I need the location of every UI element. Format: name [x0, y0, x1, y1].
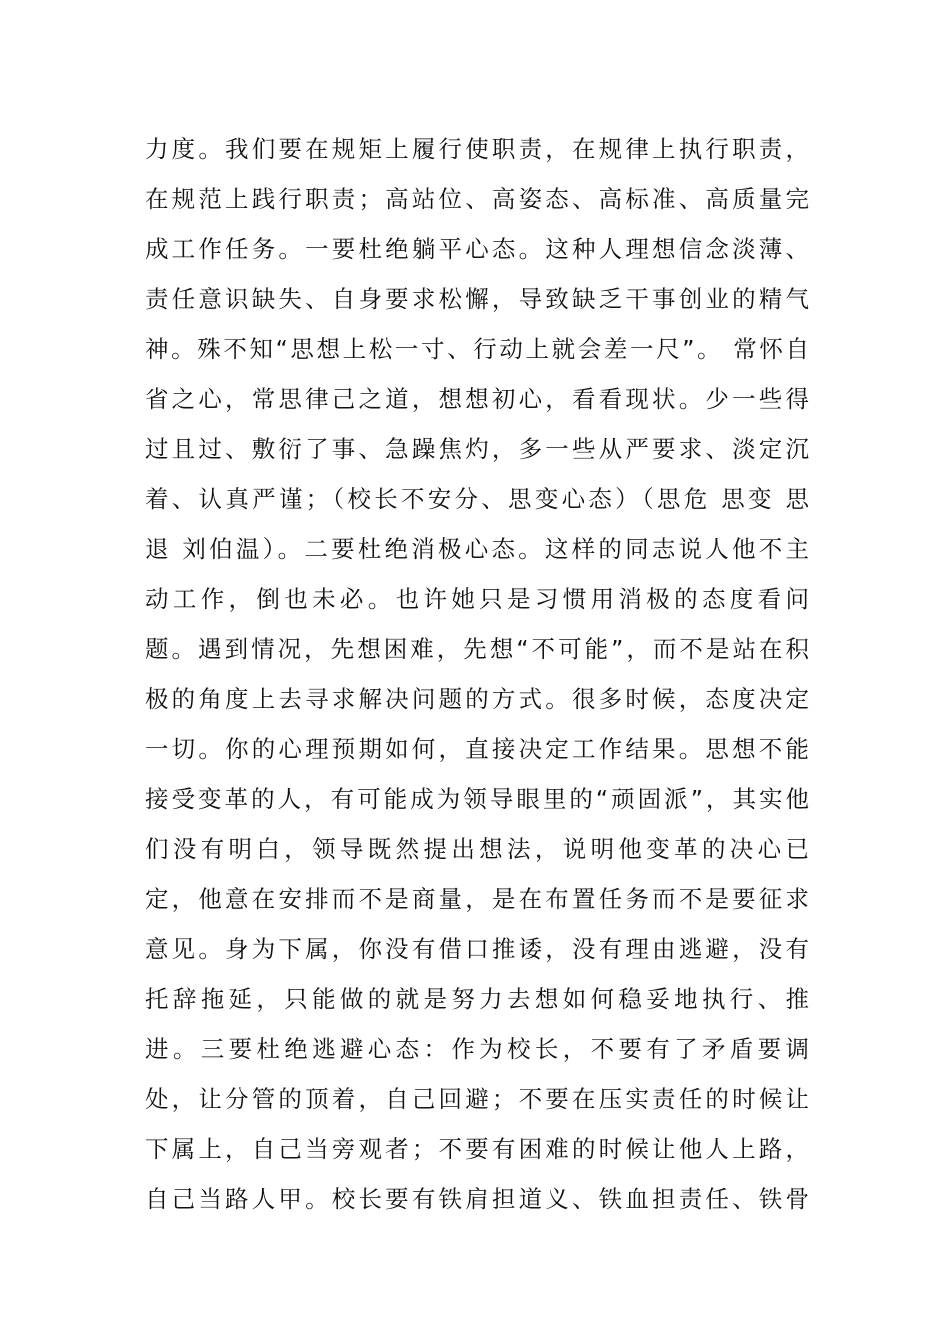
text-line: 接受变革的人，有可能成为领导眼里的“顽固派”，其实他 — [145, 785, 809, 813]
text-line: 动工作，倒也未必。也许她只是习惯用消极的态度看问 — [145, 585, 809, 613]
text-line: 托辞拖延，只能做的就是努力去想如何稳妥地执行、推 — [145, 985, 809, 1013]
text-line: 在规范上践行职责；高站位、高姿态、高标准、高质量完 — [145, 185, 809, 213]
text-line: 力度。我们要在规矩上履行使职责，在规律上执行职责， — [145, 135, 809, 163]
body-text — [145, 124, 809, 1224]
text-line: 省之心，常思律己之道，想想初心，看看现状。少一些得 — [145, 385, 809, 413]
text-line: 进。三要杜绝逃避心态：作为校长，不要有了矛盾要调 — [145, 1035, 809, 1063]
text-line: 极的角度上去寻求解决问题的方式。很多时候，态度决定 — [145, 685, 809, 713]
text-line: 成工作任务。一要杜绝躺平心态。这种人理想信念淡薄、 — [145, 235, 809, 263]
text-line: 神。殊不知“思想上松一寸、行动上就会差一尺”。 常怀自 — [145, 335, 809, 363]
text-line: 一切。你的心理预期如何，直接决定工作结果。思想不能 — [145, 735, 809, 763]
text-line: 下属上，自己当旁观者；不要有困难的时候让他人上路， — [145, 1135, 809, 1163]
text-line: 退 刘伯温）。二要杜绝消极心态。这样的同志说人他不主 — [145, 535, 809, 563]
text-line: 意见。身为下属，你没有借口推诿，没有理由逃避，没有 — [145, 935, 809, 963]
text-line: 责任意识缺失、自身要求松懈，导致缺乏干事创业的精气 — [145, 285, 809, 313]
text-line: 着、认真严谨；（校长不安分、思变心态）（思危 思变 思 — [145, 485, 809, 513]
text-line: 过且过、敷衍了事、急躁焦灼，多一些从严要求、淡定沉 — [145, 435, 809, 463]
text-line: 题。遇到情况，先想困难，先想“不可能”，而不是站在积 — [145, 635, 809, 663]
text-line: 定，他意在安排而不是商量，是在布置任务而不是要征求 — [145, 885, 809, 913]
text-line: 们没有明白，领导既然提出想法，说明他变革的决心已 — [145, 835, 809, 863]
text-line: 处，让分管的顶着，自己回避；不要在压实责任的时候让 — [145, 1085, 809, 1113]
text-line: 自己当路人甲。校长要有铁肩担道义、铁血担责任、铁骨 — [145, 1185, 809, 1213]
